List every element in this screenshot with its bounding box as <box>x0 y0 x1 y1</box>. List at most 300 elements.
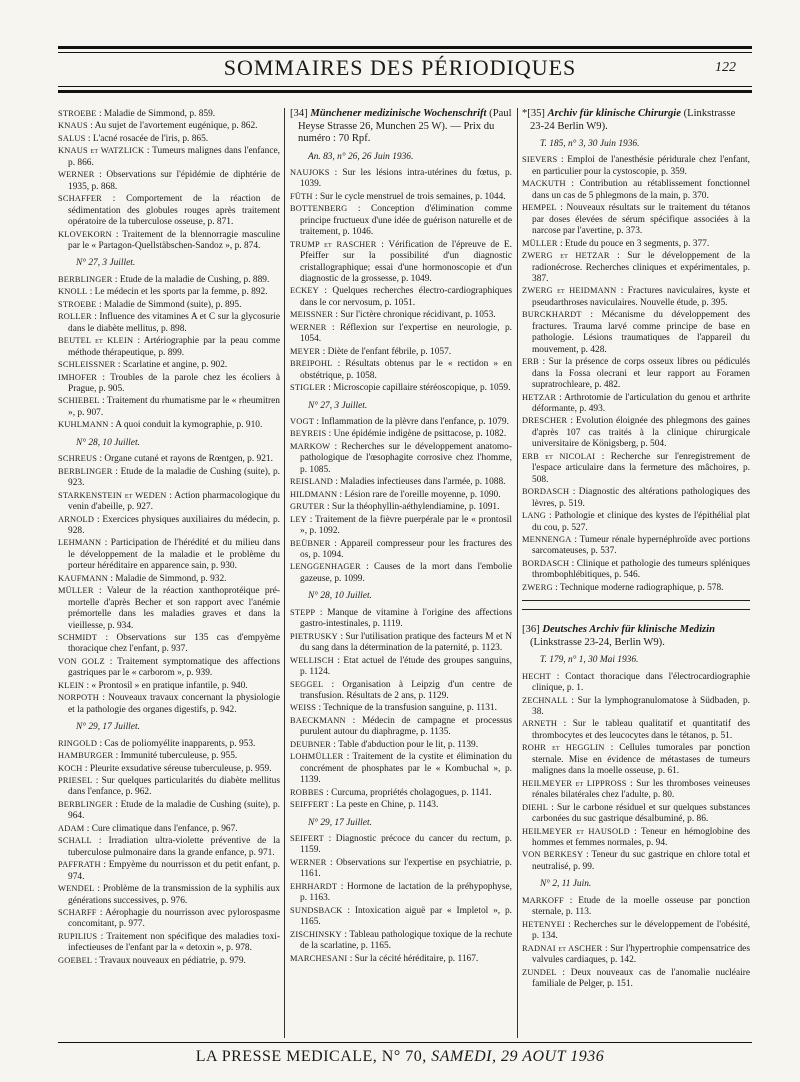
journal-heading <box>522 108 750 133</box>
article-title: : Contribution au rétablissement fonctionnel dans un cas de 5 phlegmons de la main, p. 370. <box>532 179 750 201</box>
article-title: : Teneur en hémoglobine des hommes et femmes normales, p. 94. <box>532 826 750 849</box>
page-number: 122 <box>715 60 736 75</box>
article-title: : Deux nouveaux cas de l'anomalie nucléaire familiale de Pelger, p. 151. <box>532 967 750 989</box>
article-entry <box>290 799 512 811</box>
article-author: ROHR et HEGGLIN <box>522 743 605 753</box>
article-author: KNAUS <box>58 121 88 131</box>
article-author: ZISCHINSKY <box>290 929 342 939</box>
column-3 <box>522 108 750 990</box>
article-author: FÜTH <box>290 191 313 201</box>
article-entry <box>522 285 750 309</box>
article-title: : Observations sur 135 cas d'empyème thoracique chez l'enfant, p. 937. <box>68 633 280 655</box>
article-entry <box>290 739 512 751</box>
article-entry <box>58 632 280 656</box>
article-entry <box>290 191 512 203</box>
article-author: MEISSNER <box>290 310 334 320</box>
article-title: : Pleurite exsudative séreuse tuberculeuse, p. 959. <box>82 763 272 774</box>
article-title: : Influence des vitamines A et C sur la glycosurie dans le diabète mellitus, p. 898. <box>68 312 280 334</box>
article-entry <box>58 835 280 859</box>
article-entry <box>58 193 280 228</box>
article-author: HETZAR <box>522 392 557 402</box>
journal-details: (Linkstrasse 23-24 Berlin W9). <box>530 108 736 132</box>
article-title: : Action pharmacologique du venin d'abeille, p. 927. <box>68 490 280 513</box>
article-title: : Traitement symptomatique des affections gastriques par le « carborom », p. 939. <box>68 656 280 679</box>
article-entry <box>290 309 512 321</box>
article-title: : Sur le développement de la radionécrose. Recherches cliniques et expérimentales, p. 387. <box>532 251 750 284</box>
article-author: LEY <box>290 514 307 524</box>
article-entry <box>290 715 512 739</box>
journal-number: [36] <box>522 624 543 636</box>
article-entry <box>522 178 750 202</box>
article-author: ECKEY <box>290 286 319 296</box>
article-title: : Evolution éloignée des phlegmons des gaines d'après 107 cas traités à la clinique chirurgicale universitaire de Königsberg, p. 504. <box>532 416 750 450</box>
article-title: : Etude de la maladie de Cushing (suite), p. 964. <box>68 799 280 822</box>
article-entry <box>290 702 512 714</box>
article-entry <box>290 655 512 679</box>
column-1 <box>58 108 280 967</box>
article-entry <box>58 453 280 465</box>
article-entry <box>58 372 280 396</box>
article-author: MÜLLER <box>522 238 558 248</box>
article-title: : Contact thoracique dans l'électrocardiographie clinique, p. 1. <box>532 671 750 694</box>
article-entry <box>58 108 280 120</box>
article-title: : Traitement de la fièvre puerpérale par le « prontosil », p. 1092. <box>300 514 512 537</box>
article-entry <box>522 415 750 450</box>
article-author: SALUS <box>58 133 86 143</box>
article-title: : Recherche sur l'enregistrement de l'espace articulaire dans la fermeture des mâchoires, p. 508. <box>532 451 751 485</box>
article-author: ZUNDEL <box>522 967 557 977</box>
article-entry <box>290 476 512 488</box>
article-author: NAUJOKS <box>290 167 330 177</box>
article-entry <box>522 943 750 967</box>
article-title: : Comportement de la réaction de sédimentation des globules rouges après traitement opératoire de la tuberculose osseuse, p. 871. <box>68 194 280 228</box>
article-entry <box>522 451 750 486</box>
article-entry <box>290 203 512 238</box>
journal-heading <box>290 108 512 146</box>
article-entry <box>290 953 512 965</box>
article-entry <box>58 299 280 311</box>
article-title: : Irradiation ultra-violette préventive de la tuberculose pulmonaire dans la grande enfance, p. 971. <box>68 836 280 858</box>
article-title: : Arthrotomie de l'articulation du genou et arthrite déformante, p. 493. <box>532 392 750 414</box>
article-title: : Diagnostic des altérations pathologiques des lèvres, p. 519. <box>532 487 750 509</box>
article-entry <box>522 486 750 510</box>
header-rule-bottom <box>58 90 752 93</box>
article-author: RUPILIUS <box>58 931 98 941</box>
article-title: : L'acné rosacée de l'iris, p. 865. <box>85 133 209 144</box>
article-author: ARNOLD <box>58 514 95 524</box>
article-author: KNOLL <box>58 287 88 297</box>
article-title: : Sur le carbone résiduel et sur quelques substances carbonées du suc gastrique désalbuminé, p. 86. <box>532 802 750 825</box>
article-title: : Une épidémie indigène de psittacose, p. 1082. <box>326 429 507 440</box>
article-entry <box>290 322 512 346</box>
article-title: : Sur la lymphogranulomatose à Südbaden, p. 38. <box>532 695 750 718</box>
article-author: STARKENSTEIN et WEDEN <box>58 490 167 500</box>
article-title: : Scarlatine et angine, p. 902. <box>115 360 228 371</box>
article-entry <box>290 428 512 440</box>
article-author: VOGT <box>290 417 315 427</box>
journal-name: Münchener medizinische Wochenschrift <box>310 108 487 119</box>
article-entry <box>58 573 280 585</box>
article-author: MARCHESANI <box>290 953 348 963</box>
article-author: SCHAFFER <box>58 194 102 204</box>
article-author: BEUTEL et KLEIN <box>58 336 134 346</box>
article-entry <box>522 510 750 534</box>
article-author: ERB <box>522 357 539 367</box>
article-title: : Sur l'ictère chronique récidivant, p. 1053. <box>333 310 496 321</box>
article-title: : Maladie de Simmond, p. 932. <box>108 573 227 584</box>
article-author: SCHREUS <box>58 454 98 464</box>
section-separator <box>522 600 750 601</box>
article-author: ERB et NICOLAI <box>522 451 596 461</box>
article-title: : Pathologie et clinique des kystes de l'épithélial plat du cou, p. 527. <box>532 511 750 533</box>
article-entry <box>58 680 280 692</box>
article-author: PAFFRATH <box>58 860 101 870</box>
article-author: ROBBES <box>290 787 324 797</box>
article-entry <box>290 441 512 476</box>
article-author: KLOVEKORN <box>58 229 112 239</box>
article-author: MEYER <box>290 346 321 356</box>
article-entry <box>58 656 280 680</box>
article-title: : Causes de la mort dans l'embolie gazeuse, p. 1099. <box>300 562 512 584</box>
article-entry <box>522 671 750 695</box>
article-entry <box>290 358 512 382</box>
article-title: : Nouveaux travaux concernant la physiologie et la pathologie des organes digestifs, p. 942. <box>68 693 280 715</box>
journal-name: Deutsches Archiv für klinische Medizin <box>542 624 715 636</box>
article-author: GOEBEL <box>58 955 93 965</box>
article-author: PRIESEL <box>58 776 93 786</box>
article-title: : Mécanisme du développement des fractures. Trauma larvé comme principe de base en pathologie. Lésions traumatiques de l'appareil du mouvement, p. 428. <box>532 310 750 355</box>
article-title: : Problème de la transmission de la syphilis aux générations successives, p. 976. <box>68 884 280 906</box>
article-author: WEISS <box>290 703 317 713</box>
article-author: STROEBE <box>58 109 97 118</box>
article-title: : Table d'abduction pour le lit, p. 1139. <box>330 739 479 750</box>
article-title: : Organe cutané et rayons de Rœntgen, p. 921. <box>97 454 273 465</box>
page-title: SOMMAIRES DES PÉRIODIQUES <box>223 55 577 80</box>
article-entry <box>58 133 280 145</box>
article-title: : Travaux nouveaux en pédiatrie, p. 979. <box>92 955 246 966</box>
article-entry <box>58 145 280 169</box>
article-entry <box>522 849 750 873</box>
article-title: : Intoxication aiguë par « Impletol », p. 1165. <box>300 905 512 928</box>
article-title: : Appareil compresseur pour les fractures des os, p. 1094. <box>300 538 512 560</box>
article-entry <box>58 750 280 762</box>
article-title: : Aérophagie du nourrisson avec pylorospasme concomitant, p. 977. <box>68 908 280 930</box>
article-author: WERNER <box>290 857 327 867</box>
article-author: ZWERG et HETZAR <box>522 251 610 261</box>
article-title: : Sur quelques particularités du diabète mellitus dans l'enfance, p. 962. <box>68 776 280 798</box>
footer-rule <box>58 1042 752 1043</box>
issue-heading: N° 28, 10 Juillet. <box>308 591 372 602</box>
article-author: WENDEL <box>58 884 95 894</box>
article-entry <box>290 881 512 905</box>
article-title: : Observations sur l'épidémie de diphtérie de 1935, p. 868. <box>68 170 280 192</box>
article-entry <box>58 286 280 298</box>
article-entry <box>290 501 512 513</box>
article-author: IMHOFER <box>58 372 98 382</box>
article-author: ROLLER <box>58 312 92 322</box>
article-title: : Observations sur l'expertise en psychiatrie, p. 1161. <box>300 857 512 880</box>
article-entry <box>522 967 750 991</box>
article-title: : Valeur de la réaction xanthoprotéique pré-mortelle d'après Becher et son rapport avec l'anémie prémortelle dans les maladies graves et dans la vieillesse, p. 934. <box>68 586 280 631</box>
article-title: : Diagnostic précoce du cancer du rectum, p. 1159. <box>300 833 512 856</box>
article-title: : Quelques recherches électro-cardiographiques dans le cor nervosum, p. 1051. <box>300 286 512 308</box>
article-title: : Cure climatique dans l'enfance, p. 967. <box>84 823 238 834</box>
article-author: ARNETH <box>522 719 558 729</box>
article-entry <box>290 167 512 191</box>
article-author: BERBLINGER <box>58 274 113 284</box>
article-entry <box>522 895 750 919</box>
column-divider <box>517 108 518 1038</box>
article-title: : A quoi conduit la kymographie, p. 910. <box>108 420 263 431</box>
article-author: TRUMP et RASCHER <box>290 239 377 249</box>
article-title: : Exercices physiques auxiliaires du médecin, p. 928. <box>68 514 280 536</box>
article-author: SCHIEBEL <box>58 396 100 406</box>
article-title: : Sur l'hypertrophie compensatrice des valvules cardiaques, p. 142. <box>532 943 750 966</box>
article-author: WERNER <box>58 170 95 180</box>
article-author: HETENYEI <box>522 919 565 929</box>
article-entry <box>290 382 512 394</box>
article-entry <box>290 905 512 929</box>
article-title: : Immunité tuberculeuse, p. 955. <box>113 751 238 762</box>
article-title: : Au sujet de l'avortement eugénique, p. 862. <box>87 121 258 132</box>
article-entry <box>522 392 750 416</box>
article-author: PIETRUSKY <box>290 631 338 641</box>
article-author: ADAM <box>58 823 85 833</box>
article-title: : Microscopie capillaire stéréoscopique, p. 1059. <box>325 383 511 394</box>
article-author: SEIFFERT <box>290 800 329 810</box>
article-title: : Cellules tumorales par ponction sternale. Mise en évidence de métastases de tumeurs malignes dans la moelle osseuse, p. 61. <box>532 743 751 777</box>
article-title: : Médecin de campagne et processus purulent autour du diaphragme, p. 1135. <box>300 715 512 738</box>
journal-number: *[35] <box>522 108 548 119</box>
article-title: : Sur la théophyllin-aéthylendiamine, p. 1091. <box>324 502 500 513</box>
article-entry <box>290 489 512 501</box>
article-entry <box>58 514 280 538</box>
article-author: HEILMEYER et HAUSOLD <box>522 826 630 836</box>
article-entry <box>58 823 280 835</box>
article-entry <box>290 929 512 953</box>
issue-heading: N° 29, 17 Juillet. <box>76 722 140 733</box>
article-author: DRESCHER <box>522 416 568 426</box>
article-author: STROEBE <box>58 299 97 309</box>
article-author: SCHALL <box>58 836 92 846</box>
article-title: : Tumeur rénale hypernéphroïde avec portions sarcomateuses, p. 537. <box>532 534 750 557</box>
article-title: : Réflexion sur l'expertise en neurologie, p. 1054. <box>300 322 512 345</box>
article-title: : Etude de la moelle osseuse par ponction sternale, p. 113. <box>532 895 750 918</box>
article-entry <box>58 120 280 132</box>
article-title: : Etude de la maladie de Cushing (suite), p. 923. <box>68 466 280 489</box>
journal-heading <box>522 624 750 649</box>
article-entry <box>522 802 750 826</box>
article-title: : Traitement de la cystite et élimination du concrément de phosphates par le « Kombuchal », p. 1139. <box>300 752 512 786</box>
article-title: : Résultats obtenus par le « rectidon » en obstétrique, p. 1058. <box>300 359 512 381</box>
article-entry <box>290 607 512 631</box>
header-rule-top <box>58 46 752 49</box>
article-author: HAMBURGER <box>58 751 114 761</box>
article-entry <box>290 538 512 562</box>
article-entry <box>290 239 512 286</box>
article-title: : Vérification de l'épreuve de E. Pfeiffer sur la possibilité d'un diagnostic cristallographique; essai d'une hormonoscopie et d'un diagnostic de la grossesse, p. 1049. <box>300 239 512 285</box>
article-title: : Cas de poliomyélite inapparents, p. 953. <box>97 738 256 749</box>
column-divider <box>284 108 285 1038</box>
article-title: : Manque de vitamine à l'origine des affections gastro-intestinales, p. 1119. <box>300 607 512 630</box>
article-title: : Participation de l'hérédité et du milieu dans le développement de la maladie et le problème du porteur héréditaire en apparence sain, p. 930. <box>68 538 280 572</box>
article-entry <box>58 883 280 907</box>
article-title: : Tumeurs malignes dans l'enfance, p. 866. <box>68 146 280 168</box>
footer-date: SAMEDI, 29 AOUT 1936 <box>431 1048 605 1065</box>
article-title: : Le médecin et les sports par la femme, p. 892. <box>87 287 268 298</box>
article-author: REISLAND <box>290 477 334 487</box>
article-title: : Maladies infectieuses dans l'armée, p. 1088. <box>333 477 506 488</box>
article-entry <box>290 679 512 703</box>
article-author: KAUFMANN <box>58 573 108 583</box>
article-entry <box>58 466 280 490</box>
article-author: DIEHL <box>522 802 549 812</box>
article-author: STIGLER <box>290 383 326 393</box>
article-entry <box>522 582 750 594</box>
article-title: : Sur l'utilisation pratique des facteurs M et N du sang dans la détermination de la paternité, p. 1123. <box>300 631 512 654</box>
article-title: : Sur les lésions intra-utérines du fœtus, p. 1039. <box>300 167 512 190</box>
article-author: SCHARFF <box>58 908 97 917</box>
article-entry <box>290 561 512 585</box>
article-entry <box>522 250 750 285</box>
article-title: : Diète de l'enfant fébrile, p. 1057. <box>320 346 452 357</box>
article-author: LEHMANN <box>58 538 102 548</box>
article-entry <box>290 514 512 538</box>
article-title: : Maladie de Simmond (suite), p. 895. <box>96 299 242 310</box>
article-author: MARKOFF <box>522 895 564 905</box>
article-entry <box>58 229 280 253</box>
article-author: ZWERG <box>522 582 553 592</box>
article-entry <box>58 955 280 967</box>
article-author: VON GOLZ <box>58 656 105 666</box>
article-author: BREIPOHL <box>290 359 333 369</box>
article-entry <box>290 346 512 358</box>
article-entry <box>58 359 280 371</box>
article-author: KOCH <box>58 763 83 773</box>
article-title: : Etude de la maladie de Cushing, p. 889. <box>112 274 270 285</box>
article-entry <box>58 335 280 359</box>
article-title: : Curcuma, propriétés cholagogues, p. 1141. <box>323 787 492 798</box>
article-author: WELLISCH <box>290 655 334 665</box>
article-title: : Hormone de lactation de la préhypophyse, p. 1163. <box>300 881 512 904</box>
article-author: HILDMANN <box>290 489 338 499</box>
issue-heading: N° 27, 3 Juillet. <box>76 258 136 269</box>
article-title: : Tableau pathologique toxique de la rechute de la scarlatine, p. 1165. <box>300 929 512 952</box>
article-author: BEYREIS <box>290 429 327 439</box>
article-author: ZECHNALL <box>522 695 568 705</box>
journal-number: [34] <box>290 108 311 119</box>
article-entry <box>522 695 750 719</box>
article-author: EHRHARDT <box>290 881 338 891</box>
article-title: : Traitement de la blennorragie masculine par le « Partagon-Quellstäbschen-Sandoz », p. 874. <box>68 229 280 251</box>
article-author: STEPP <box>290 607 316 617</box>
article-entry <box>58 931 280 955</box>
article-entry <box>58 274 280 286</box>
article-title: : Lésion rare de l'oreille moyenne, p. 1090. <box>337 489 501 500</box>
article-entry <box>58 859 280 883</box>
article-title: : Troubles de la parole chez les écoliers à Prague, p. 905. <box>68 372 280 394</box>
issue-heading: T. 185, n° 3, 30 Juin 1936. <box>540 139 640 149</box>
journal-details: (Paul Heyse Strasse 26, Munchen 25 W). — Prix du numéro : 70 Rpf. <box>298 108 512 144</box>
article-entry <box>522 238 750 250</box>
article-entry <box>290 787 512 799</box>
article-title: : Inflammation de la plèvre dans l'enfance, p. 1079. <box>314 417 509 428</box>
article-author: MÜLLER <box>58 586 94 596</box>
article-author: BEÜBNER <box>290 538 331 548</box>
article-author: BERBLINGER <box>58 466 113 476</box>
article-title: : Conception d'élimination comme principe fructueux d'une idée de guérison naturelle et de traitement, p. 1046. <box>300 204 512 238</box>
article-author: SUNDSBACK <box>290 905 343 915</box>
article-entry <box>58 775 280 799</box>
article-entry <box>58 799 280 823</box>
issue-heading: T. 179, n° 1, 30 Mai 1936. <box>540 655 639 666</box>
article-author: MENNENGA <box>522 534 572 544</box>
article-title: : Traitement du rhumatisme par le « rheumitren », p. 907. <box>68 396 280 418</box>
article-author: KLEIN <box>58 680 85 690</box>
article-entry <box>522 778 750 802</box>
article-entry <box>522 558 750 582</box>
article-author: MARKOW <box>290 441 331 451</box>
article-author: BOTTENBERG <box>290 204 348 214</box>
article-entry <box>522 154 750 178</box>
journal-name: Archiv für klinische Chirurgie <box>547 108 681 119</box>
article-entry <box>58 419 280 431</box>
page-footer <box>0 1048 800 1066</box>
article-author: LOHMÜLLER <box>290 752 344 762</box>
article-title: : Organisation à Leipzig d'un centre de transfusion. Résultats de 2 ans, p. 1129. <box>300 679 512 701</box>
header-rule-top-thin <box>58 52 752 53</box>
article-author: LANG <box>522 511 547 521</box>
article-author: BAECKMANN <box>290 715 346 725</box>
article-author: HEMPEL <box>522 203 557 213</box>
article-entry <box>522 718 750 742</box>
article-entry <box>58 311 280 335</box>
article-entry <box>58 537 280 572</box>
footer-journal: LA PRESSE MEDICALE, N° 70, <box>195 1048 427 1065</box>
article-author: BERBLINGER <box>58 799 113 809</box>
article-author: GRUTER <box>290 502 325 512</box>
article-title: : Maladie de Simmond, p. 859. <box>96 109 216 119</box>
article-author: WERNER <box>290 322 327 332</box>
article-entry <box>58 585 280 632</box>
article-title: : La peste en Chine, p. 1143. <box>328 800 439 811</box>
article-author: HECHT <box>522 671 551 681</box>
article-entry <box>290 416 512 428</box>
article-author: SEGGEL <box>290 679 324 689</box>
article-title: : Etat actuel de l'étude des groupes sanguins, p. 1124. <box>300 655 512 678</box>
article-entry <box>58 395 280 419</box>
article-author: KNAUS et WATZLICK <box>58 146 145 156</box>
article-entry <box>290 285 512 309</box>
article-title: : Sur le tableau qualitatif et quantitatif des thrombocytes et des leucocytes dans le tétanos, p. 51. <box>532 719 750 741</box>
article-entry <box>522 534 750 558</box>
article-author: SCHLEISSNER <box>58 360 116 370</box>
article-entry <box>58 169 280 193</box>
article-title: : Sur la cécité héréditaire, p. 1167. <box>347 953 479 964</box>
article-entry <box>58 490 280 514</box>
article-author: BORDASCH <box>522 558 570 568</box>
issue-heading: N° 27, 3 Juillet. <box>308 400 368 411</box>
article-author: MACKUTH <box>522 179 566 189</box>
article-title: : Emploi de l'anesthésie péridurale chez l'enfant, en particulier pour la cystoscopie, p. 359. <box>532 155 750 177</box>
article-author: RADNAI et ASCHER <box>522 943 603 953</box>
article-entry <box>58 763 280 775</box>
article-author: HEILMEYER et LIPPROSS <box>522 778 627 788</box>
article-author: DEUBNER <box>290 739 331 749</box>
issue-heading: N° 2, 11 Juin. <box>540 879 592 890</box>
article-title: : Nouveaux résultats sur le traitement du tétanos par doses élevées de sérum spécifique associées à la narcose par l'avertine, p. 373. <box>532 203 750 237</box>
article-author: LENGGENHAGER <box>290 562 361 572</box>
